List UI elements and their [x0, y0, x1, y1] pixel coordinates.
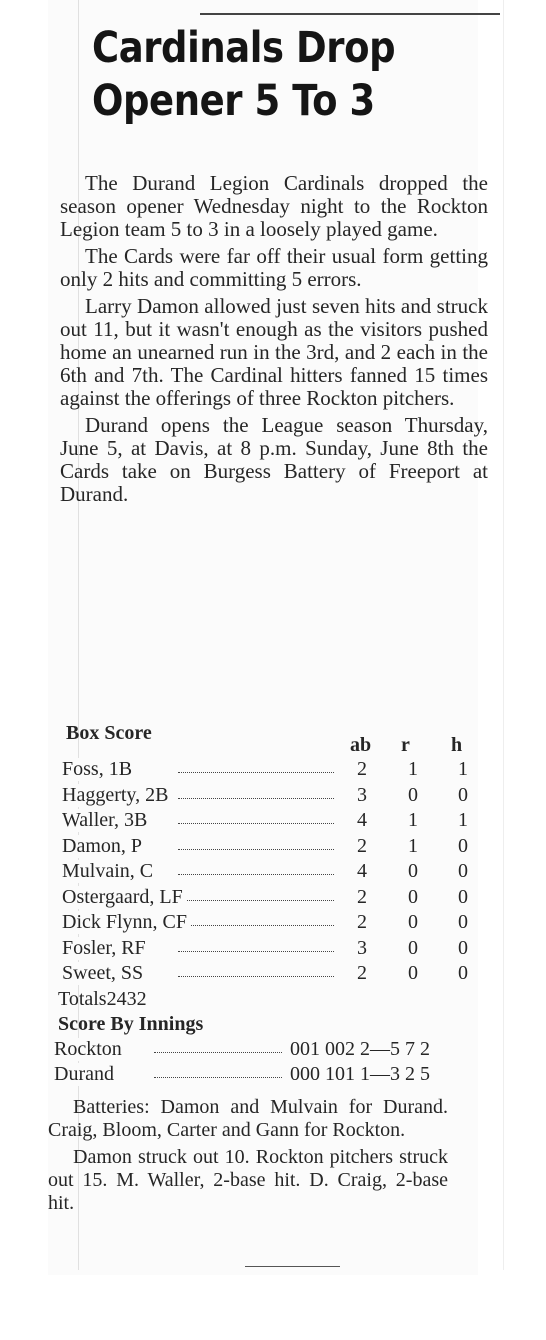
leader-dots: [154, 1052, 282, 1053]
closing-notes: [48, 1096, 448, 1219]
stat-h: 0: [458, 911, 468, 933]
stat-r: 0: [408, 860, 418, 882]
innings-team: Durand: [54, 1063, 118, 1086]
batteries-paragraph: Batteries: Damon and Mulvain for Durand. Craig, Bloom, Carter and Gann for Rockton.: [48, 1096, 448, 1141]
leader-dots: [154, 1077, 282, 1078]
article-body: [60, 172, 488, 510]
box-score-row: [58, 809, 470, 833]
box-score-row: [58, 911, 470, 935]
player-name: Dick Flynn, CF: [62, 911, 191, 934]
article-paragraph: The Cards were far off their usual form getting only 2 hits and committing 5 errors.: [60, 244, 488, 291]
stat-r: 1: [408, 758, 418, 780]
total-h: 2: [136, 987, 147, 1010]
box-score-row: [58, 758, 470, 782]
leader-dots: [178, 976, 334, 977]
col-head-h: h: [451, 734, 463, 756]
innings-line: 001 002 2—5 7 2: [290, 1038, 430, 1060]
stat-r: 0: [408, 885, 418, 908]
headline: [92, 22, 436, 128]
stat-ab: 2: [357, 911, 367, 933]
leader-dots: [178, 823, 334, 824]
leader-dots: [178, 874, 334, 875]
stat-ab: 4: [357, 809, 367, 831]
stat-h: 0: [458, 783, 468, 806]
stat-r: 1: [408, 809, 418, 831]
stat-h: 0: [458, 962, 468, 984]
stat-ab: 2: [357, 834, 367, 857]
article-paragraph: The Durand Legion Cardinals dropped the season opener Wednesday night to the Rockton Legion team 5 to 3 in a loosely played game.: [60, 171, 488, 241]
totals-label: Totals: [58, 987, 107, 1010]
innings-row-rockton: [54, 1038, 464, 1062]
bottom-rule: [245, 1266, 340, 1267]
box-score-row: [58, 835, 470, 859]
box-score-row: [58, 962, 470, 986]
player-name: Waller, 3B: [62, 809, 151, 832]
box-score-row: [58, 937, 470, 961]
player-name: Foss, 1B: [62, 758, 136, 781]
article-paragraph: Durand opens the League season Thursday, June 5, at Davis, at 8 p.m. Sunday, June 8th the Cards take on Burgess Battery of Freeport at Durand.: [60, 413, 488, 506]
stat-ab: 3: [357, 783, 367, 806]
stat-h: 1: [458, 758, 468, 780]
total-r: 3: [126, 987, 137, 1010]
col-head-ab: ab: [350, 734, 372, 756]
player-name: Haggerty, 2B: [62, 784, 172, 807]
stat-h: 0: [458, 834, 468, 857]
player-name: Damon, P: [62, 835, 146, 858]
box-score-row: [58, 886, 470, 910]
headline-line-1: Cardinals Drop: [92, 23, 396, 73]
innings-row-durand: [54, 1063, 464, 1087]
strikeouts-paragraph: Damon struck out 10. Rockton pitchers struck out 15. M. Waller, 2-base hit. D. Craig, 2-base hit.: [48, 1146, 448, 1214]
stat-r: 0: [408, 962, 418, 984]
total-ab: 24: [106, 987, 127, 1010]
stat-h: 0: [458, 860, 468, 882]
stat-ab: 4: [357, 860, 367, 882]
stat-ab: 2: [357, 962, 367, 984]
stat-r: 0: [408, 911, 418, 933]
stat-ab: 2: [357, 885, 367, 908]
box-score-row: [58, 860, 470, 884]
stat-r: 0: [408, 936, 418, 959]
player-name: Fosler, RF: [62, 937, 150, 960]
innings-line: 000 101 1—3 2 5: [290, 1063, 430, 1085]
player-name: Sweet, SS: [62, 962, 147, 985]
box-score-row: [58, 784, 470, 808]
innings-title: Score By Innings: [58, 1013, 204, 1035]
top-rule: [200, 13, 500, 15]
stat-h: 1: [458, 809, 468, 831]
stat-r: 1: [408, 834, 418, 857]
headline-line-2: Opener 5 To 3: [92, 76, 375, 126]
player-name: Ostergaard, LF: [62, 886, 187, 909]
stat-h: 0: [458, 885, 468, 908]
player-name: Mulvain, C: [62, 860, 157, 883]
leader-dots: [178, 900, 334, 901]
stat-h: 0: [458, 936, 468, 959]
stat-r: 0: [408, 783, 418, 806]
stat-ab: 3: [357, 936, 367, 959]
stat-ab: 2: [357, 758, 367, 780]
leader-dots: [178, 772, 334, 773]
col-head-r: r: [401, 734, 410, 756]
clipping-right-edge: [503, 0, 504, 1270]
article-paragraph: Larry Damon allowed just seven hits and struck out 11, but it wasn't enough as the visitors pushed home an unearned run in the 3rd, and 2 each in the 6th and 7th. The Cardinal hitters fanned 15 times against the offerings of three Rockton pitchers.: [60, 294, 488, 410]
leader-dots: [178, 849, 334, 850]
box-score-totals-row: [58, 988, 470, 1012]
leader-dots: [178, 925, 334, 926]
box-score-title: Box Score: [66, 722, 152, 744]
leader-dots: [178, 798, 334, 799]
innings-team: Rockton: [54, 1038, 126, 1061]
leader-dots: [178, 951, 334, 952]
